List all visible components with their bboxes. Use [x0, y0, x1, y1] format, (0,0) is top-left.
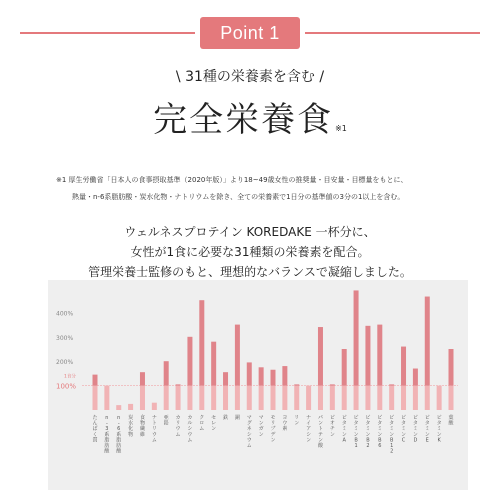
- x-tick-label: ン: [389, 431, 395, 438]
- bar-lower: [282, 386, 287, 410]
- x-tick-label: ミ: [377, 426, 383, 433]
- x-tick-label: 系: [104, 431, 110, 438]
- x-tick-label: B: [378, 437, 382, 444]
- x-tick-label: ミ: [365, 426, 371, 433]
- x-tick-label: 肪: [104, 443, 110, 449]
- bar-lower: [140, 386, 145, 410]
- body-text: [0, 222, 500, 282]
- x-tick-label: カ: [187, 415, 193, 421]
- x-tick-label: ウ: [151, 431, 157, 438]
- x-tick-label: ム: [246, 443, 252, 449]
- x-tick-label: ル: [187, 420, 193, 427]
- x-tick-label: 炭: [128, 415, 134, 421]
- bar: [354, 290, 359, 385]
- x-tick-label: ア: [306, 426, 312, 433]
- bar: [211, 342, 216, 386]
- x-tick-label: グ: [246, 420, 252, 427]
- x-tick-label: ン: [317, 420, 323, 427]
- x-tick-label: 1: [354, 443, 358, 449]
- body-line-2: 女性が1食に必要な31種類の栄養素を配合。: [130, 245, 370, 259]
- x-tick-label: 鉛: [163, 420, 169, 427]
- bar: [187, 337, 192, 386]
- bar: [271, 370, 276, 386]
- bar-lower: [223, 386, 228, 410]
- x-tick-label: ン: [211, 426, 217, 433]
- bar: [449, 349, 454, 386]
- x-tick-label: カ: [175, 415, 181, 421]
- bar: [176, 384, 181, 385]
- x-tick-label: ム: [175, 431, 181, 438]
- x-tick-label: 物: [139, 420, 145, 427]
- bar: [259, 367, 264, 385]
- body-line-1: ウェルネスプロテイン KOREDAKE 一杯分に、: [124, 225, 376, 239]
- x-tick-label: タ: [377, 420, 383, 427]
- x-tick-label: 葉: [448, 415, 454, 421]
- x-tick-label: ビ: [365, 415, 371, 421]
- x-tick-label: 水: [128, 420, 134, 427]
- x-tick-label: ビ: [412, 415, 418, 421]
- bar-lower: [128, 404, 133, 410]
- x-tick-label: ン: [306, 437, 312, 444]
- bar: [425, 297, 430, 386]
- x-tick-label: ン: [270, 437, 276, 444]
- x-tick-label: 鉄: [223, 415, 229, 421]
- body-line-3: 管理栄養士監修のもと、理想的なバランスで凝縮しました。: [88, 265, 412, 279]
- nutrient-chart: [48, 280, 468, 490]
- bar: [342, 349, 347, 386]
- headline-note-ref: ※1: [335, 124, 347, 133]
- x-tick-label: チ: [329, 426, 335, 433]
- bar-lower: [330, 386, 335, 410]
- bar: [365, 326, 370, 386]
- x-tick-label: ン: [436, 431, 442, 438]
- x-tick-label: -: [117, 420, 120, 427]
- x-tick-label: K: [437, 437, 441, 444]
- x-tick-label: ミ: [389, 426, 395, 433]
- x-tick-label: 食: [139, 415, 145, 421]
- x-tick-label: 物: [128, 431, 134, 438]
- bar-lower: [104, 386, 109, 410]
- bar: [199, 300, 204, 385]
- x-tick-label: ヨ: [282, 415, 288, 421]
- x-tick-label: タ: [353, 420, 359, 427]
- x-tick-label: B: [389, 437, 394, 444]
- x-tick-label: 酸: [448, 420, 454, 427]
- bar-lower: [318, 386, 323, 410]
- bar-lower: [176, 386, 181, 410]
- headline-subtitle: \ 31種の栄養素を含む /: [175, 69, 325, 85]
- bar-lower: [449, 386, 454, 410]
- x-tick-label: 3: [105, 426, 109, 433]
- bar-lower: [259, 386, 264, 410]
- x-tick-label: ン: [317, 437, 323, 444]
- x-tick-label: 脂: [116, 437, 122, 444]
- x-tick-label: ビ: [377, 415, 383, 421]
- bar-lower: [235, 386, 240, 410]
- bar-lower: [93, 386, 98, 410]
- y-tick-label: 400%: [56, 310, 74, 318]
- x-tick-label: ロ: [199, 420, 205, 427]
- bar-lower: [152, 403, 157, 410]
- x-tick-label: ビ: [353, 415, 359, 421]
- x-tick-label: テ: [317, 431, 323, 438]
- bar-lower: [187, 386, 192, 410]
- x-tick-label: ン: [424, 431, 430, 438]
- x-tick-label: リ: [270, 420, 276, 427]
- x-tick-label: ン: [294, 420, 300, 427]
- x-tick-label: ビ: [401, 415, 407, 421]
- x-tick-label: イ: [306, 420, 312, 427]
- x-tick-label: ン: [258, 420, 264, 427]
- x-tick-label: ン: [341, 431, 347, 438]
- x-tick-label: A: [342, 437, 346, 444]
- x-tick-label: ト: [151, 420, 157, 427]
- point-badge: Point 1: [200, 17, 300, 49]
- x-tick-label: 維: [139, 431, 145, 438]
- x-tick-label: ビ: [341, 415, 347, 421]
- x-tick-label: レ: [211, 420, 217, 427]
- x-tick-label: 6: [378, 443, 382, 449]
- x-tick-label: マ: [258, 415, 264, 421]
- x-tick-label: オ: [329, 420, 335, 427]
- x-tick-label: ウ: [175, 426, 181, 433]
- x-tick-label: マ: [246, 415, 252, 421]
- x-tick-label: セ: [211, 415, 217, 421]
- x-tick-label: シ: [306, 431, 312, 438]
- x-tick-label: ミ: [412, 426, 418, 433]
- x-tick-label: ン: [329, 431, 335, 438]
- x-tick-label: 肪: [116, 443, 122, 449]
- bar: [235, 325, 240, 386]
- bar-lower: [413, 386, 418, 410]
- x-tick-label: ミ: [424, 426, 430, 433]
- x-tick-label: タ: [341, 420, 347, 427]
- bar: [282, 366, 287, 386]
- x-tick-label: 系: [116, 431, 122, 438]
- x-tick-label: ム: [151, 437, 157, 444]
- bar-lower: [425, 386, 430, 410]
- x-tick-label: 2: [366, 443, 370, 449]
- bar: [140, 372, 145, 385]
- x-tick-label: 2: [390, 448, 394, 455]
- bar-lower: [306, 386, 311, 410]
- x-tick-label: リ: [175, 420, 181, 427]
- bar: [318, 327, 323, 386]
- x-tick-label: ミ: [436, 426, 442, 433]
- x-tick-label: B: [366, 437, 370, 444]
- x-tick-label: ナ: [306, 415, 312, 421]
- x-tick-label: B: [354, 437, 358, 444]
- x-tick-label: ミ: [353, 426, 359, 433]
- x-tick-label: た: [92, 415, 98, 421]
- x-tick-label: ぱ: [92, 426, 98, 433]
- x-tick-label: ク: [199, 415, 205, 421]
- bar-lower: [365, 386, 370, 410]
- y-tick-label: 300%: [56, 334, 74, 342]
- nutrient-chart-svg: [48, 280, 468, 490]
- x-tick-label: ン: [377, 431, 383, 438]
- x-tick-label: n: [117, 415, 121, 421]
- bar-lower: [294, 386, 299, 410]
- x-tick-label: ミ: [401, 426, 407, 433]
- x-tick-label: リ: [151, 426, 157, 433]
- bar: [93, 375, 98, 386]
- x-tick-label: タ: [365, 420, 371, 427]
- bar-lower: [401, 386, 406, 410]
- footnote-line-1: ※1 厚生労働省「日本人の食事摂取基準（2020年版）」より18~49歳女性の推奨量・目安量・目標量をもとに、: [56, 176, 408, 184]
- x-tick-label: 素: [282, 426, 288, 433]
- x-tick-label: 繊: [139, 426, 145, 433]
- bar-lower: [116, 405, 121, 410]
- x-tick-label: リ: [294, 415, 300, 421]
- bar: [377, 325, 382, 386]
- x-tick-label: ン: [412, 431, 418, 438]
- bar: [294, 384, 299, 385]
- x-tick-label: n: [105, 415, 109, 421]
- x-tick-label: -: [105, 420, 108, 427]
- x-tick-label: タ: [436, 420, 442, 427]
- x-tick-label: C: [401, 437, 406, 444]
- x-tick-label: ミ: [341, 426, 347, 433]
- headline-title: [0, 92, 500, 141]
- bar-lower: [247, 386, 252, 410]
- x-tick-label: ん: [92, 420, 98, 427]
- bar-lower: [164, 386, 169, 410]
- x-tick-label: シ: [187, 426, 193, 433]
- x-tick-label: ウ: [282, 420, 288, 427]
- x-tick-label: ン: [401, 431, 407, 438]
- x-tick-label: 銅: [234, 415, 240, 421]
- x-tick-label: ト: [317, 426, 323, 433]
- bar-lower: [377, 386, 382, 410]
- x-tick-label: ナ: [151, 415, 157, 421]
- x-tick-label: タ: [389, 420, 395, 427]
- x-tick-label: 酸: [317, 443, 323, 449]
- bar: [247, 362, 252, 385]
- bar-lower: [389, 386, 394, 410]
- bar: [330, 384, 335, 385]
- bar: [223, 372, 228, 385]
- bar-lower: [354, 386, 359, 410]
- x-tick-label: ウ: [246, 437, 252, 444]
- footnote: [56, 172, 476, 206]
- x-tick-label: ム: [187, 437, 193, 444]
- x-tick-label: ビ: [424, 415, 430, 421]
- x-tick-label: ン: [365, 431, 371, 438]
- x-tick-label: 1: [390, 443, 394, 449]
- x-tick-label: E: [425, 437, 429, 444]
- headline-title-text: 完全栄養食: [153, 100, 334, 140]
- x-tick-label: モ: [270, 415, 276, 421]
- x-tick-label: 脂: [104, 437, 110, 444]
- x-tick-label: デ: [270, 431, 276, 438]
- bar-lower: [199, 386, 204, 410]
- bar: [401, 347, 406, 386]
- x-tick-label: ビ: [389, 415, 395, 421]
- x-tick-label: 酸: [116, 448, 122, 455]
- bar: [413, 369, 418, 386]
- x-tick-label: ブ: [270, 426, 276, 433]
- x-tick-label: 酸: [104, 448, 110, 455]
- x-tick-label: シ: [246, 431, 252, 438]
- x-tick-label: タ: [401, 420, 407, 427]
- footnote-line-2: 熱量・n-6系脂肪酸・炭水化物・ナトリウムを除き、全ての栄養素で1日分の基準値の3分の1以上を含む。: [72, 193, 405, 201]
- baseline-label-top: 1食分: [64, 374, 76, 380]
- x-tick-label: D: [413, 437, 418, 444]
- bar-lower: [342, 386, 347, 410]
- x-tick-label: 化: [128, 426, 134, 433]
- x-tick-label: 質: [92, 437, 98, 444]
- x-tick-label: ネ: [246, 426, 252, 433]
- x-tick-label: く: [92, 431, 98, 438]
- bar-lower: [437, 386, 442, 410]
- bar-lower: [211, 386, 216, 410]
- bar: [164, 361, 169, 385]
- x-tick-label: ン: [353, 431, 359, 438]
- x-tick-label: 亜: [163, 415, 169, 421]
- x-tick-label: 6: [117, 426, 121, 433]
- bar: [389, 384, 394, 385]
- x-tick-label: ビ: [329, 415, 335, 421]
- x-tick-label: ビ: [436, 415, 442, 421]
- x-tick-label: ン: [258, 431, 264, 438]
- x-tick-label: パ: [317, 415, 323, 421]
- bar-lower: [271, 386, 276, 410]
- baseline-label: 100%: [56, 382, 77, 391]
- x-tick-label: タ: [424, 420, 430, 427]
- x-tick-label: タ: [412, 420, 418, 427]
- x-tick-label: ウ: [187, 431, 193, 438]
- x-tick-label: ム: [199, 426, 205, 433]
- x-tick-label: ガ: [258, 426, 264, 433]
- y-tick-label: 200%: [56, 359, 74, 367]
